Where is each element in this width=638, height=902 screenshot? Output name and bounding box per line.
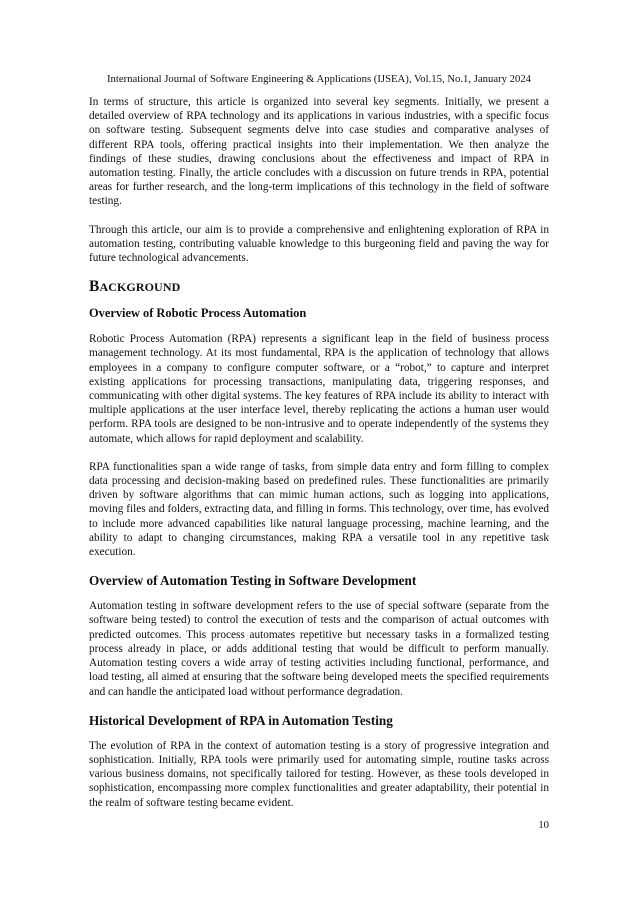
page-number: 10 <box>538 819 549 831</box>
historical-development-paragraph: The evolution of RPA in the context of automation testing is a story of progressive integration and sophistication. Initially, RPA tools were primarily used for automating simple, routine tasks across various business domains, not specifically tailored for testing. However, as these tools developed in sophistication, encompassing more complex functionalities and greater adaptability, their potential in the realm of software testing became evident. <box>89 739 549 809</box>
intro-paragraph-2: Through this article, our aim is to provide a comprehensive and enlightening exploration of RPA in automation testing, contributing valuable knowledge to this burgeoning field and paving the way for future technological advancements. <box>89 223 549 265</box>
rpa-overview-paragraph-2: RPA functionalities span a wide range of tasks, from simple data entry and form filling to complex data processing and decision-making based on predefined rules. These functionalities are primarily driven by software algorithms that can mimic human actions, such as logging into applications, moving files and folders, extracting data, and filling in forms. This technology, over time, has evolved to include more advanced capabilities like natural language processing, machine learning, and the ability to adapt to changing circumstances, making RPA a versatile tool in any repetitive task execution. <box>89 460 549 559</box>
subsection-title-rpa-overview: Overview of Robotic Process Automation <box>89 306 307 321</box>
section-title-background <box>89 279 549 295</box>
rpa-overview-paragraph-1: Robotic Process Automation (RPA) represents a significant leap in the field of business process management technology. At its most fundamental, RPA is the application of technology that allows employees in a company to configure computer software, or a “robot,” to capture and interpret existing applications for processing transactions, manipulating data, triggering responses, and communicating with other digital systems. The key features of RPA include its ability to interact with multiple applications at the user interface level, thereby replicating the actions a human user would perform. RPA tools are designed to be non-intrusive and to operate independently of the systems they automate, which allows for rapid deployment and scalability. <box>89 333 549 445</box>
section-title-small-caps: ACKGROUND <box>99 280 181 295</box>
subsection-title-historical-development: Historical Development of RPA in Automation Testing <box>89 712 393 728</box>
automation-testing-paragraph: Automation testing in software development refers to the use of special software (separate from the software being tested) to control the execution of tests and the comparison of actual outcomes with predicted outcomes. This process automates repetitive but necessary tasks in a formalized testing process already in place, or adds additional testing that would be difficult to perform manually. Automation testing covers a wide array of testing activities including functional, performance, and load testing, all aimed at ensuring that the software being developed meets the specified requirements and can handle the anticipated load without performance degradation. <box>89 600 549 698</box>
running-header: International Journal of Software Engineering & Applications (IJSEA), Vol.15, No.1, January 2024 <box>106 73 532 85</box>
intro-paragraph-1: In terms of structure, this article is organized into several key segments. Initially, we present a detailed overview of RPA technology and its applications in various industries, with a specific focus on software testing. Subsequent segments delve into case studies and comparative analyses of different RPA tools, offering practical insights into their implementation. We then analyze the findings of these studies, drawing conclusions about the effectiveness and impact of RPA in automation testing. Finally, the article concludes with a discussion on future trends in RPA, potential areas for further research, and the long-term implications of this technology in the field of software testing. <box>89 96 549 208</box>
section-title-initial: B <box>89 278 100 296</box>
subsection-title-automation-testing: Overview of Automation Testing in Software Development <box>89 573 417 589</box>
article-body <box>89 95 549 824</box>
